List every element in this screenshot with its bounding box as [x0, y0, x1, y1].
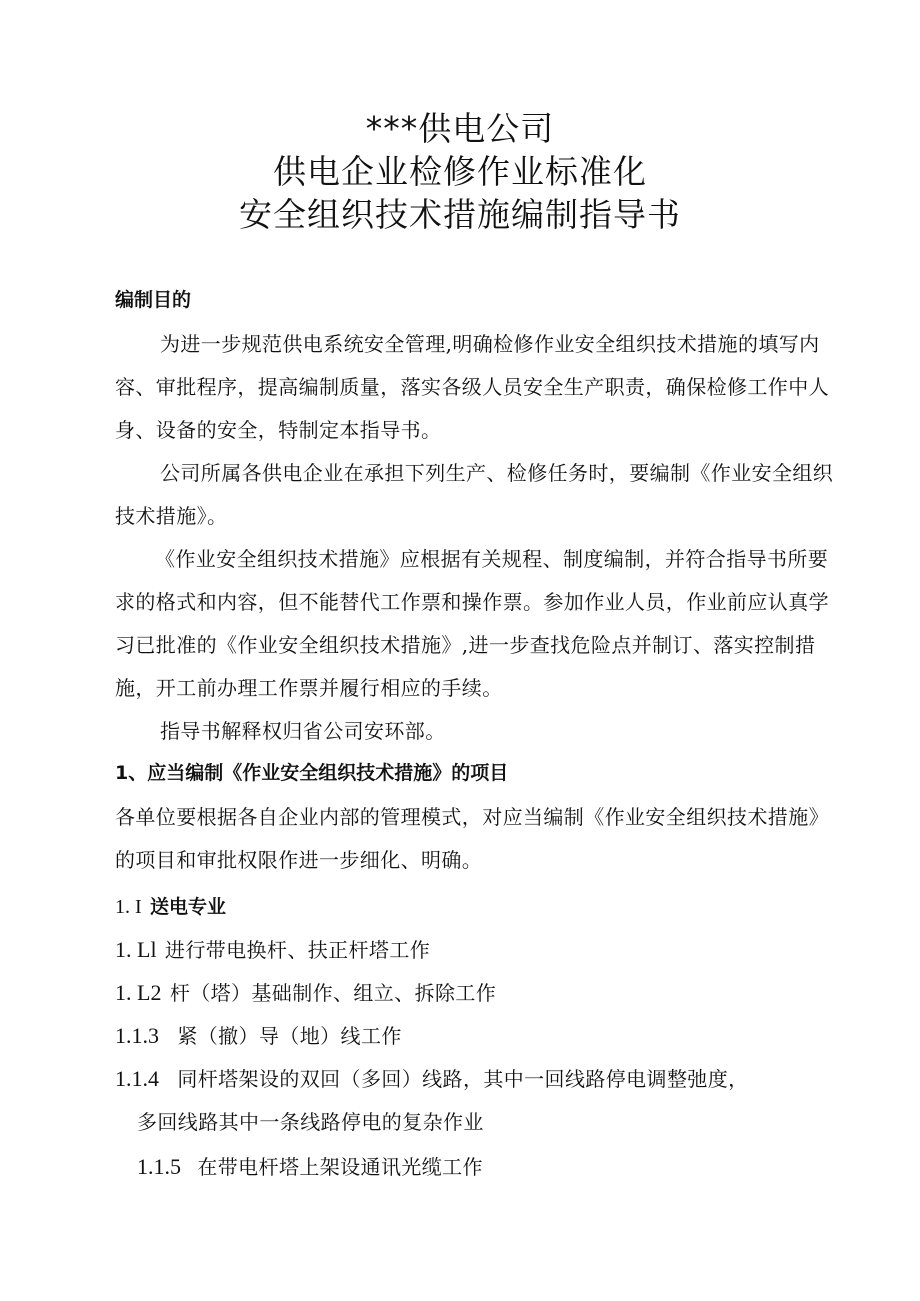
item-1-1-1	[115, 939, 430, 961]
item-1-1-4	[115, 1068, 749, 1090]
item-1-1-4-continuation: 多回线路其中一条线路停电的复杂作业	[137, 1110, 484, 1134]
doc-title-line-1: ***供电公司	[365, 109, 555, 148]
purpose-p1-line1: 为进一步规范供电系统安全管理,明确检修作业安全组织技术措施的填写内	[160, 332, 820, 356]
item-1-1-3-text: 紧（撤）导（地）线工作	[177, 1024, 402, 1048]
item-1-1-1-text: 进行带电换杆、扶正杆塔工作	[164, 938, 431, 962]
item-1-1-3	[115, 1025, 402, 1047]
subsection-1-1-number: 1. I	[115, 896, 142, 918]
section-heading-1: 1、应当编制《作业安全组织技术措施》的项目	[115, 762, 509, 784]
purpose-p3-line3: 习已批准的《作业安全组织技术措施》,进一步查找危险点并制订、落实控制措	[115, 633, 816, 657]
purpose-p1-line3: 身、设备的安全，特制定本指导书。	[115, 418, 442, 442]
purpose-p4-line1: 指导书解释权归省公司安环部。	[160, 719, 446, 743]
section1-p1-line1: 各单位要根据各自企业内部的管理模式，对应当编制《作业安全组织技术措施》	[115, 805, 829, 829]
item-1-1-1-number: 1. Ll	[115, 937, 157, 962]
purpose-p2-line1: 公司所属各供电企业在承担下列生产、检修任务时，要编制《作业安全组织	[160, 461, 834, 485]
item-1-1-4-text: 同杆塔架设的双回（多回）线路，其中一回线路停电调整弛度，	[177, 1067, 749, 1091]
purpose-p1-line2: 容、审批程序，提高编制质量，落实各级人员安全生产职责，确保检修工作中人	[115, 375, 829, 399]
purpose-p3-line1: 《作业安全组织技术措施》应根据有关规程、制度编制，并符合指导书所要	[155, 547, 829, 571]
subsection-1-1	[115, 896, 226, 917]
item-1-1-3-number: 1.1.3	[115, 1023, 159, 1048]
doc-title-line-2: 供电企业检修作业标准化	[273, 152, 647, 191]
doc-title-line-3: 安全组织技术措施编制指导书	[239, 195, 681, 234]
item-1-1-5-number: 1.1.5	[137, 1154, 181, 1179]
section1-p1-line2: 的项目和审批权限作进一步细化、明确。	[115, 848, 483, 872]
item-1-1-2-text: 杆（塔）基础制作、组立、拆除工作	[169, 981, 497, 1005]
item-1-1-2	[115, 982, 496, 1004]
purpose-p3-line4: 施，开工前办理工作票并履行相应的手续。	[115, 676, 503, 700]
subsection-1-1-title: 送电专业	[150, 896, 227, 918]
item-1-1-5-text: 在带电杆塔上架设通讯光缆工作	[197, 1155, 483, 1179]
purpose-p3-line2: 求的格式和内容，但不能替代工作票和操作票。参加作业人员，作业前应认真学	[115, 590, 829, 614]
item-1-1-5	[137, 1156, 483, 1178]
purpose-p2-line2: 技术措施》。	[115, 504, 228, 528]
item-1-1-4-number: 1.1.4	[115, 1066, 159, 1091]
item-1-1-2-number: 1. L2	[115, 980, 162, 1005]
section-heading-purpose: 编制目的	[115, 289, 192, 311]
